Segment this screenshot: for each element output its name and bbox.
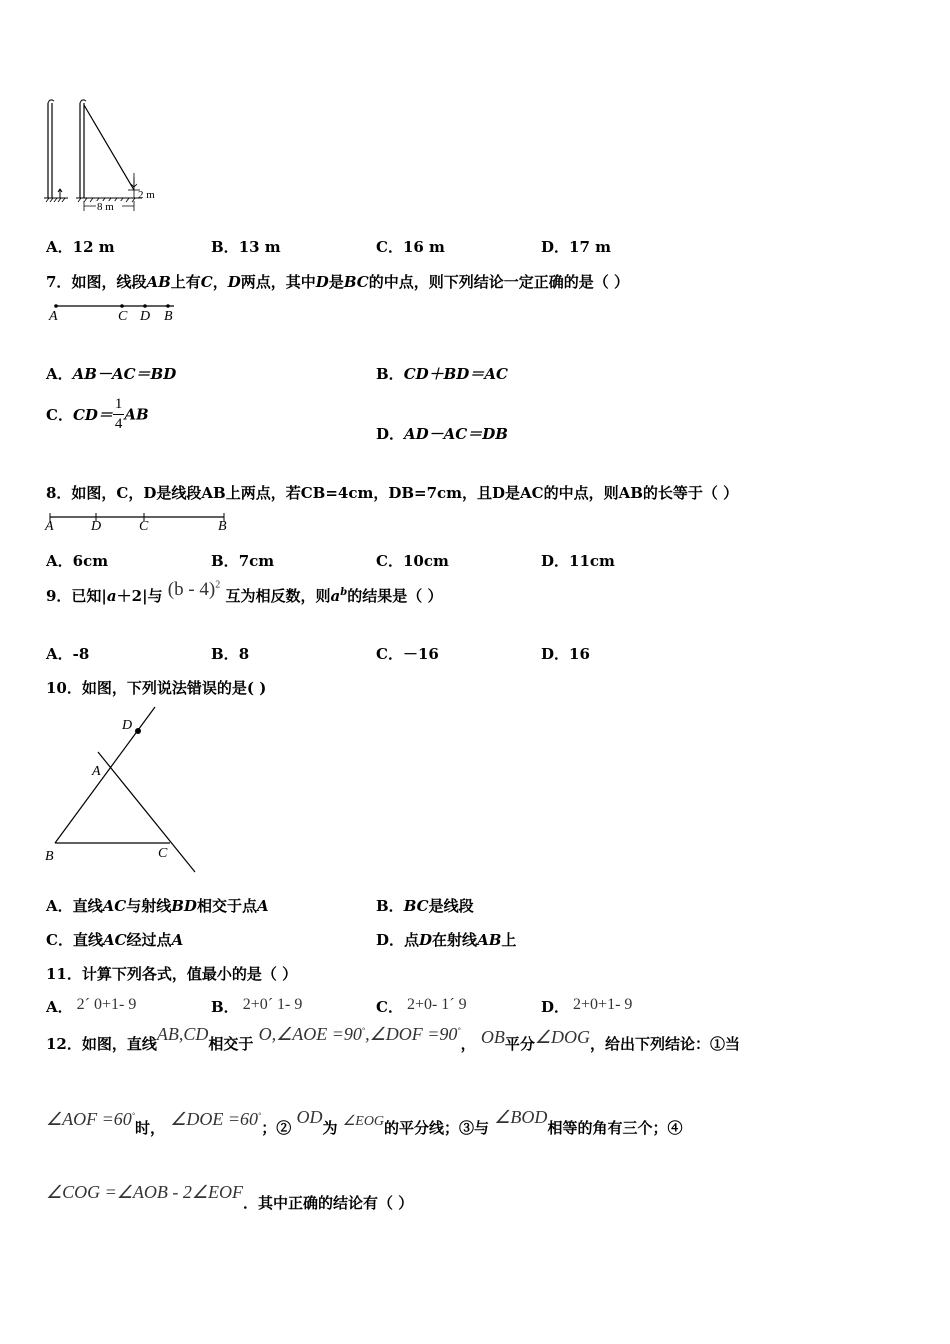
q7-point-a: A [49, 309, 58, 324]
q7-option-b[interactable]: B．CD＋BD＝AC [376, 365, 508, 383]
q7-point-d: D [140, 309, 151, 324]
q8-option-b[interactable]: B．7cm [211, 552, 275, 570]
q12-line-2: ∠AOF =60°时， ∠DOE =60°；② OD为 ∠EOG的平分线；③与 ∠BOD相等的角有三个；④ [46, 1107, 683, 1137]
q10-point-c: C [158, 846, 168, 861]
q8-point-c: C [139, 519, 149, 534]
q7-option-a[interactable]: A．AB－AC＝BD [46, 365, 177, 383]
q11-option-c[interactable]: C． 2+0- 1´ 9 [376, 996, 467, 1016]
q8-segment-figure [44, 510, 234, 536]
q6-option-a[interactable]: A．12 m [46, 238, 115, 256]
q7-option-d[interactable]: D．AD－AC＝DB [376, 425, 508, 443]
q6-option-d[interactable]: D．17 m [541, 238, 611, 256]
q10-option-c[interactable]: C．直线AC经过点A [46, 931, 184, 949]
q12-line-3: ∠COG =∠AOB - 2∠EOF．其中正确的结论有（ ） [46, 1182, 414, 1212]
fraction-one-quarter: $\frac{1}{4}$ [114, 396, 123, 432]
q6-height-label: 2 m [138, 189, 155, 201]
q9-option-d[interactable]: D．16 [541, 645, 590, 663]
q6-ladder-figure [40, 95, 170, 220]
q8-option-c[interactable]: C．10cm [376, 552, 449, 570]
q9-option-b[interactable]: B．8 [211, 645, 250, 663]
q10-option-a[interactable]: A．直线AC与射线BD相交于点A [46, 897, 269, 915]
q9-question: 9．已知|a＋2|与 (b - 4)$^2$ 互为相反数，则$a^b$的结果是（ ） [46, 579, 443, 605]
q7-option-c[interactable]: C．CD＝ $\frac{1}{4}$ AB [46, 396, 149, 432]
q9-option-c[interactable]: C．－16 [376, 645, 439, 663]
q11-question: 11．计算下列各式，值最小的是（ ） [46, 965, 298, 983]
q11-option-b[interactable]: B． 2+0´ 1- 9 [211, 996, 303, 1016]
q10-option-b[interactable]: B．BC是线段 [376, 897, 474, 915]
q12-line-1: 12．如图，直线AB,CD相交于 O,∠AOE =90°,∠DOF =90°， OB平分∠DOG，给出下列结论：①当 [46, 1024, 741, 1053]
q6-width-label: 8 m [97, 201, 114, 213]
q10-option-d[interactable]: D．点D在射线AB上 [376, 931, 517, 949]
q8-option-d[interactable]: D．11cm [541, 552, 615, 570]
q7-question: 7．如图，线段AB上有C，D两点，其中D是BC的中点，则下列结论一定正确的是（ ） [46, 273, 629, 291]
q10-point-d: D [122, 718, 133, 733]
q10-point-a: A [92, 764, 101, 779]
q10-question: 10．如图，下列说法错误的是( ) [46, 679, 267, 697]
q6-option-c[interactable]: C．16 m [376, 238, 445, 256]
q7-point-c: C [118, 309, 128, 324]
q8-point-b: B [218, 519, 227, 534]
q8-point-d: D [91, 519, 102, 534]
q7-segment-figure [46, 298, 186, 328]
q8-option-a[interactable]: A．6cm [46, 552, 109, 570]
q8-point-a: A [45, 519, 54, 534]
q8-question: 8．如图，C，D是线段AB上两点，若CB=4cm，DB=7cm，且D是AC的中点，则AB的长等于（ ） [46, 484, 739, 502]
q10-point-b: B [45, 849, 54, 864]
q9-option-a[interactable]: A．-8 [46, 645, 90, 663]
q6-option-b[interactable]: B．13 m [211, 238, 281, 256]
q11-option-a[interactable]: A． 2´ 0+1- 9 [46, 996, 137, 1016]
q11-option-d[interactable]: D． 2+0+1- 9 [541, 996, 633, 1016]
q10-triangle-figure [40, 705, 210, 877]
q7-point-b: B [164, 309, 173, 324]
